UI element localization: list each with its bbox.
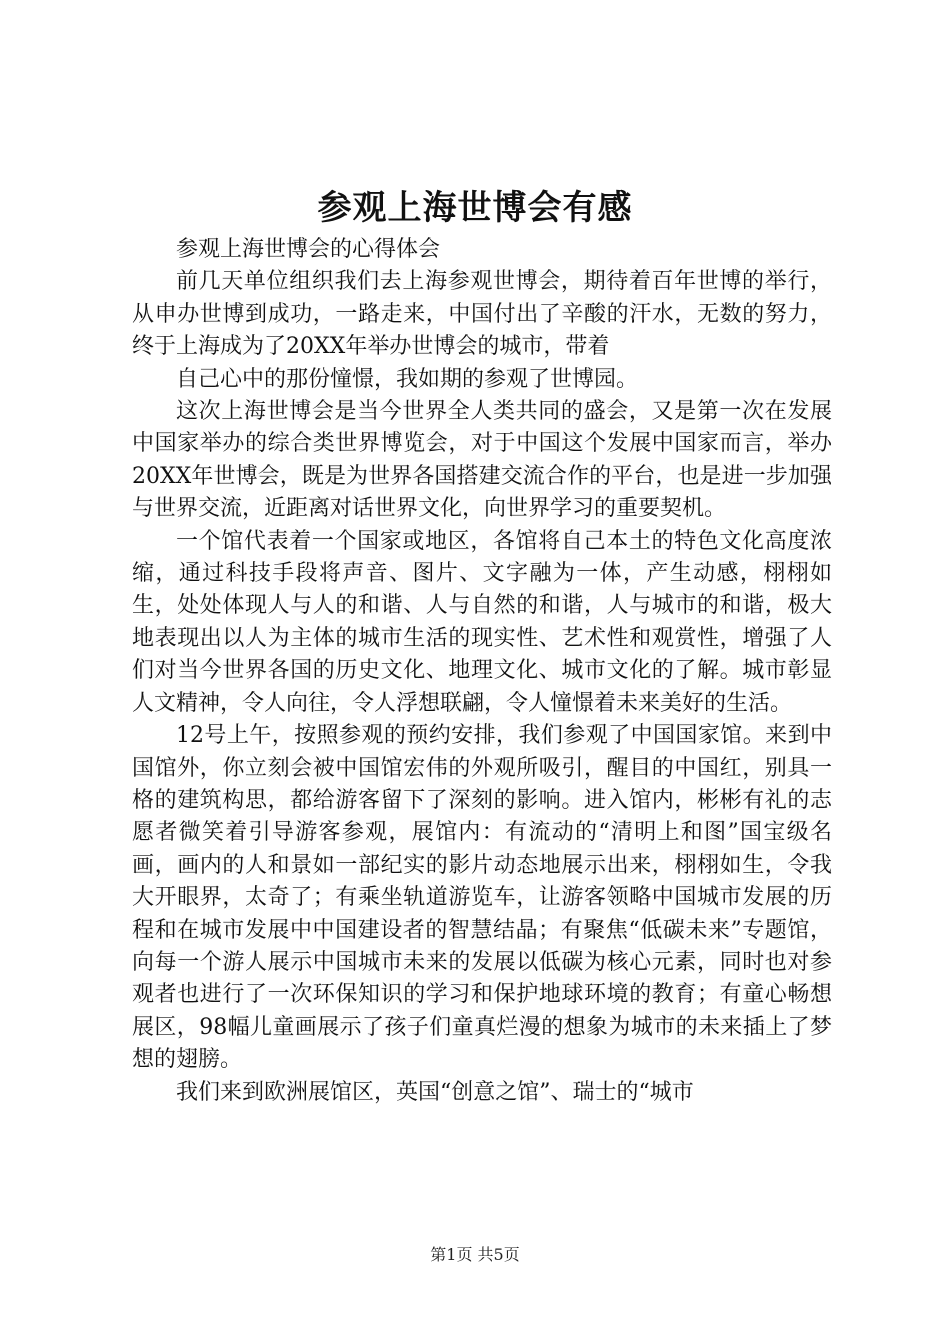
page-footer: 第1页 共5页 [430,1245,520,1264]
paragraph: 我们来到欧洲展馆区，英国“创意之馆”、瑞士的“城市 [176,1079,694,1105]
paragraph: 12号上午，按照参观的预约安排，我们参观了中国国家馆。来到中国馆外，你立刻会被中国馆宏伟的外观所吸引，醒目的中国红，别具一格的建筑构思，都给游客留下了深刻的影响。进入馆内，彬彬有礼的志愿者微笑着引导游客参观，展馆内：有流动的“清明上和图”国宝级名画，画内的人和景如一部纪实的影片动态地展示出来，栩栩如生，令我大开眼界，太奇了；有乘坐轨道游览车，让游客领略中国城市发展的历程和在城市发展中中国建设者的智慧结晶；有聚焦“低碳未来”专题馆，向每一个游人展示中国城市未来的发展以低碳为核心元素，同时也对参观者也进行了一次环保知识的学习和保护地球环境的教育；有童心畅想展区，98幅儿童画展示了孩子们童真烂漫的想象为城市的未来插上了梦想的翅膀。 [132,723,832,1073]
paragraph: 自己心中的那份憧憬，我如期的参观了世博园。 [176,366,639,392]
document-title: 参观上海世博会有感 [317,188,633,228]
paragraph: 参观上海世博会的心得体会 [176,237,441,262]
paragraph: 一个馆代表着一个国家或地区，各馆将自己本土的特色文化高度浓缩，通过科技手段将声音、图片、文字融为一体，产生动感，栩栩如生，处处体现人与人的和谐、人与自然的和谐，人与城市的和谐，极大地表现出以人为主体的城市生活的现实性、艺术性和观赏性，增强了人们对当今世界各国的历史文化、地理文化、城市文化的了解。城市彰显人文精神，令人向往，令人浮想联翩，令人憧憬着未来美好的生活。 [132,528,832,716]
document-body [132,234,832,1109]
paragraph: 这次上海世博会是当今世界全人类共同的盛会，又是第一次在发展中国家举办的综合类世界博览会，对于中国这个发展中国家而言，举办20XX年世博会，既是为世界各国搭建交流合作的平台，也是进一步加强与世界交流，近距离对话世界文化，向世界学习的重要契机。 [132,399,832,522]
paragraph: 前几天单位组织我们去上海参观世博会，期待着百年世博的举行，从申办世博到成功，一路走来，中国付出了辛酸的汗水，无数的努力，终于上海成为了20XX年举办世博会的城市，带着 [132,269,832,360]
